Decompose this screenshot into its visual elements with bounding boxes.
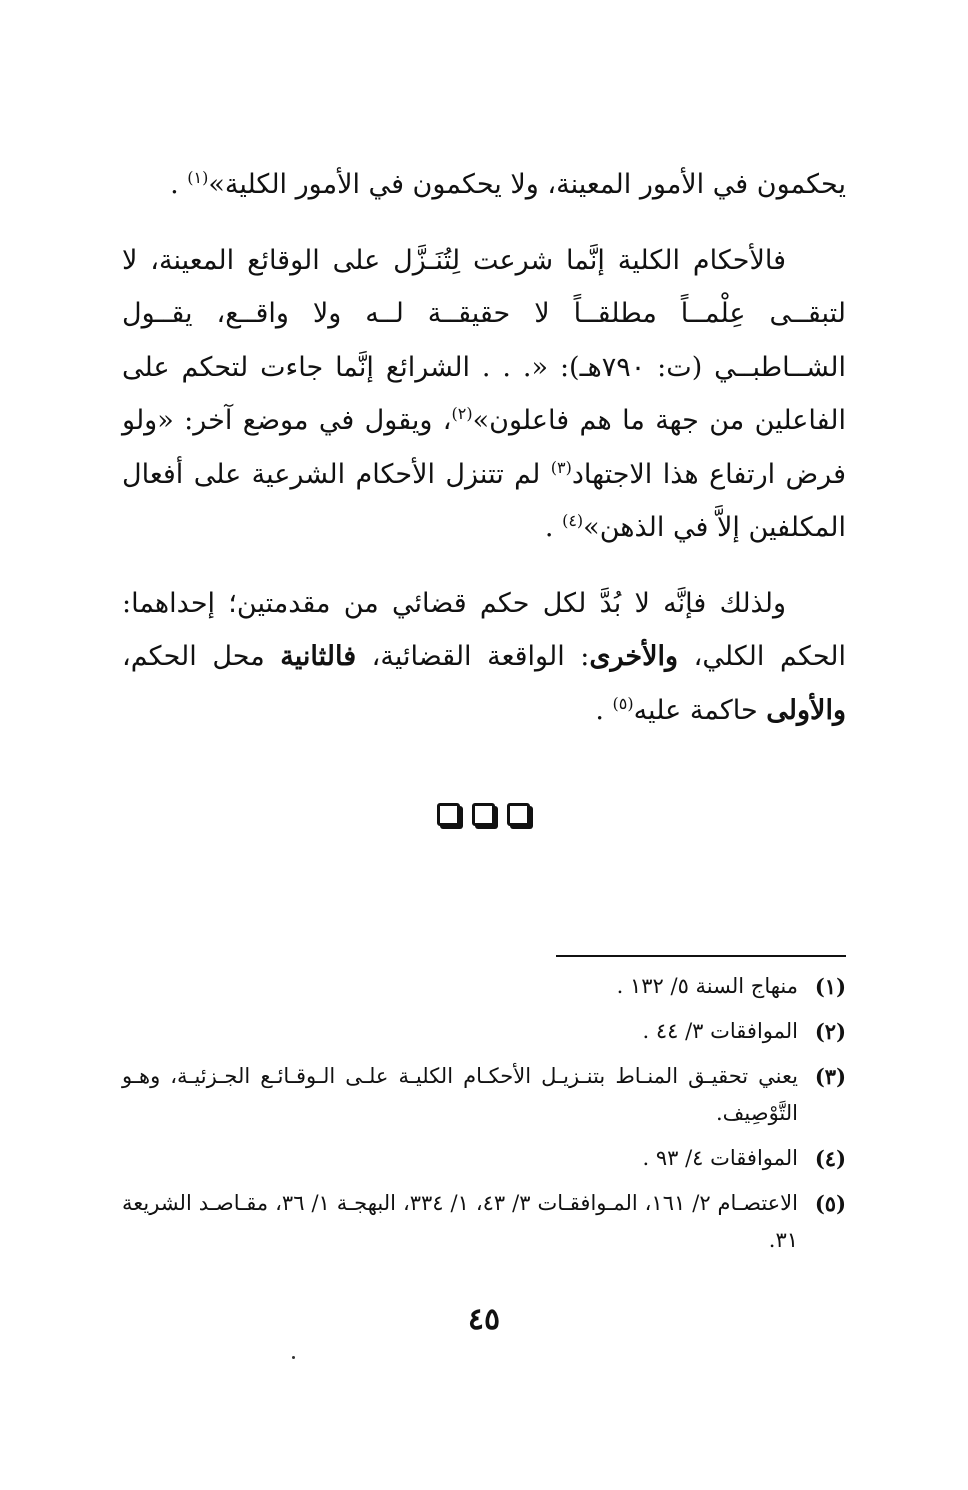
main-text <box>122 158 846 737</box>
footnote-item <box>122 1013 846 1050</box>
square-ornament-icon <box>472 803 495 826</box>
footnote-ref-2[interactable]: (٢) <box>451 404 473 423</box>
bold-term-akhra: والأخرى <box>589 641 679 672</box>
footnote-item <box>122 968 846 1005</box>
footnote-text: منهاج السنة ٥/ ١٣٢ . <box>616 974 798 998</box>
footnote-text: الاعتصـام ٢/ ١٦١، المـوافقـات ٣/ ٤٣، ١/ ٣٣٤، البهجـة ١/ ٣٦، مقـاصـد الشريعة ٣١. <box>122 1191 798 1252</box>
footnote-ref-3[interactable]: (٣) <box>550 457 572 477</box>
bold-term-thaniya: فالثانية <box>280 641 357 672</box>
paragraph-3: ولذلك فإنَّه لا بُدَّ لكل حكم قضائي من مقدمتين؛ إحداهما: الحكم الكلي، والأخرى: الواقعة القضائية، فالثانية محل الحكم، والأولى حاكمة عليه$^{(٥)}$ . <box>122 587 847 726</box>
footnote-ref-5[interactable]: (٥) <box>612 693 634 713</box>
footnote-text: يعني تحقيـق المنـاط بتنـزيـل الأحكـام الكليـة علـى الـوقـائـع الجـزئيـة، وهـو التَّوْصِيف. <box>122 1064 798 1125</box>
footnotes <box>122 968 846 1267</box>
page-number: ٤٥ <box>467 1302 501 1337</box>
footnote-ref-4[interactable]: (٤) <box>562 511 584 530</box>
footnote-number: (١) <box>814 974 846 999</box>
footnote-number: (٤) <box>814 1146 846 1171</box>
footnote-separator <box>556 955 846 957</box>
section-divider-ornament <box>437 803 530 826</box>
scan-speck <box>292 1356 295 1359</box>
paragraph-2: فالأحكام الكلية إنَّما شرعت لِتُنَـزَّل على الوقائع المعينة، لا لتبقــى عِلْمــاً مطلقــاً لا حقيقــة لــه ولا واقــع، يقــول الشــاطبــي (ت: ٧٩٠هـ): «. . . الشرائع إنَّما جاءت لتحكم على الفاعلين من جهة ما هم فاعلون»$^{(٢)}$، ويقول في موضع آخر: «ولو فرض ارتفاع هذا الاجتهاد$^{(٣)}$ لم تتنزل الأحكام الشرعية على أفعال المكلفين إلاَّ في الذهن»$^{(٤)}$ . <box>122 244 846 543</box>
footnote-number: (٥) <box>814 1191 846 1216</box>
bold-term-ula: والأولى <box>766 694 846 726</box>
footnote-item <box>122 1185 846 1259</box>
footnote-number: (٣) <box>814 1064 846 1089</box>
footnote-item <box>122 1140 846 1177</box>
footnote-number: (٢) <box>814 1019 846 1044</box>
footnote-text: الموافقات ٤/ ٩٣ . <box>642 1146 798 1170</box>
footnote-text: الموافقات ٣/ ٤٤ . <box>642 1019 798 1043</box>
square-ornament-icon <box>507 803 530 826</box>
footnote-item <box>122 1058 846 1132</box>
footnote-ref-1[interactable]: (١) <box>187 168 209 187</box>
paragraph-1: يحكمون في الأمور المعينة، ولا يحكمون في الأمور الكلية»$^{(١)}$ . <box>170 168 846 200</box>
square-ornament-icon <box>437 803 460 826</box>
